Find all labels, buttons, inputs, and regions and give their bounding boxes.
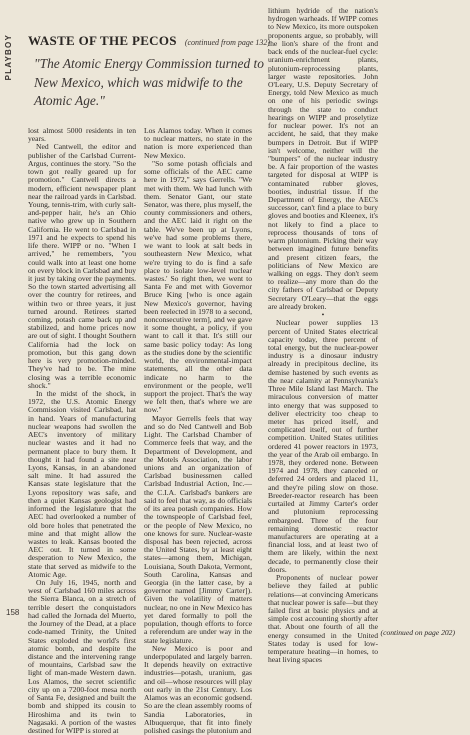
paragraph: lithium hydride of the nation's hydrogen warheads. If WIPP comes to New Mexico, its more outspoken proponents argue, so probably, will the lion's share of the front and back ends of the nuclear-fuel cycle: uranium-enrichment plants, plutonium-reprocessing plants, larger waste repositories. John O'Leary, U.S. Deputy Secretary of Energy, told New Mexico as much on one of his periodic swings through the state to conduct hearings on WIPP and proselytize for nuclear power. It's not an accident, he said, that they make bumpers in Detroit. But if WIPP isn't welcome, neither will the "bumpers" of the nuclear industry be. A fair proportion of the wastes targeted for disposal at WIPP is contaminated rubber gloves, booties, industrial tissue. If the Department of Energy, the AEC's successor, can't find a place to bury gloves and booties and Kleenex, it's not likely to find a place to reprocess thousands of tons of warm plutonium. Picking their way between imagined future benefits and present citizen fears, the politicians of New Mexico are walking on eggs. They don't seem to realize—any more than do the city fathers of Carlsbad or Deputy Secretary O'Leary—that the eggs are already broken. [268,6,378,311]
text-column-2 [144,126,252,735]
paragraph: New Mexico is poor and underpopulated and largely barren. It depends heavily on extractive industries—potash, uranium, gas and oil—whose resources will play out early in the 21st Century. Los Alamos was an economic godsend. So are the clean assembly rooms of Sandia Laboratories, in Albuquerque, that fit into finely polished casings the plutonium and [144,643,252,735]
continued-from-note: (continued from page 132) [184,38,271,47]
continued-on-note: (continued on page 202) [380,628,455,637]
paragraph: Mayor Gerrells feels that way and so do Ned Cantwell and Bob Light. The Carlsbad Chamber of Commerce feels that way, and the Department of Development, and the Motels Association, the labor unions and an organization of Carlsbad businessmen called Carlsbad Industrial Action, Inc.—the C.I.A. Carlsbad's bankers are said to feel that way, as do officials of its area potash companies. How the townspeople of Carlsbad feel, or the people of New Mexico, no one knows for sure. Nuclear-waste disposal has been rejected, across the United States, by at least eight states—among them, Michigan, Louisiana, South Dakota, Vermont, South Carolina, Kansas and Georgia (in the latter case, by a governor named [Jimmy Carter]). Given the volatility of matters nuclear, no one in New Mexico has yet dared formally to poll the population, though efforts to force a referendum are under way in the state legislature. [144,413,252,645]
paragraph: "So some potash officials and some officials of the AEC came here in 1972," says Gerrells. "We met with them. We had lunch with them. Senator Gant, our state Senator, was there, plus myself, the county commissioners and others, and the AEC laid it right on the table. We've been up at Lyons, we've had some problems there, we want to look at salt beds in southeastern New Mexico, what we're trying to do is find a safe place to isolate low-level nuclear wastes.' So right then, we went to Santa Fe and met with Governor Bruce King [who is once again New Mexico's governor, having been reelected in 1978 to a second, nonconsecutive term], and we gave it some thought, a policy, if you want to call it that. It's still our same basic policy today: As long as the studies done by the scientific world, the environmental-impact statements, all the other data indicate no harm to the environment or the people, we'll support the project. That's the way we felt then, that's where we are now." [144,158,252,415]
pull-quote: "The Atomic Energy Commission turned to New Mexico, which was midwife to the Atomic Age." [34,56,264,108]
text-column-1 [28,126,136,735]
article-header [28,33,460,49]
page-number: 158 [6,608,20,617]
paragraph: Ned Cantwell, the editor and publisher of the Carlsbad Current-Argus, continues the story. "So the town got really geared up for promotion." Cantwell directs a modern, efficient newspaper plant near the railroad yards in Carlsbad. Young, tennis-trim, with curly salt-and-pepper hair, he's an Ohio native who grew up in Southern California. He went to Carlsbad in 1971 and he expects to spend his life there. WIPP or no. "When I arrived," he remembers, "you could walk into at least one home on every block in Carlsbad and buy it just by taking over the payments. So the town started advertising all over the country for retirees, and within two or three years, it just turned around. Retirees started coming, potash came back up and stabilized, and home prices now are out of sight. I thought Southern California had the lock on promotion, but this gang down here is very promotion-minded. They've had to be. The mine closing was a terrible economic shock." [28,142,136,390]
paragraph: In the midst of the shock, in 1972, the U.S. Atomic Energy Commission visited Carlsbad, hat in hand. Years of manufacturing nuclear weapons had swollen the AEC's inventory of military nuclear wastes and it had no permanent place to bury them. It thought it had found a site near Lyons, Kansas, in an abandoned salt mine. It had assured the Kansas state legislature that the Lyons repository was safe, and then a quiet Kansas geologist had informed the legislature that the AEC had overlooked a number of old bore holes that penetrated the mine and that might allow the wastes to leak. Kansas booted the AEC out. It turned in some desperation to New Mexico, the state that served as midwife to the Atomic Age. [28,389,136,579]
paragraph: Nuclear power supplies 13 percent of United States electrical capacity today, three percent of total energy, but the nuclear-power industry is a dinosaur industry already in precipitous decline, its demise hastened by such events as the near calamity at Pennsylvania's Three Mile Island last March. The miraculous conversion of matter into energy that was supposed to deliver electricity too cheap to meter has priced itself, and complicated itself, out of further competition. United States utilities ordered 41 power reactors in 1973, the year of the Arab oil embargo. In 1978, they ordered none. Between 1974 and 1978, they canceled or deferred 24 orders and placed 11, and they're piling slow on those. Breeder-reactor research has been curtailed at Jimmy Carter's order and plutonium reprocessing embargoed. Three of the four remaining domestic reactor manufacturers are operating at a financial loss, and at least two of them are likely, within the next decade, to permanently close their doors. [268,318,378,574]
paragraph: Proponents of nuclear power believe they failed at public relations—at convincing Americans that nuclear power is safe—but they failed first at basic physics and at simple cost accounting shortly after that. About one fourth of all the energy consumed in the United States today is used for low-temperature heating—in homes, to heat living spaces [268,573,378,665]
magazine-running-head: PLAYBOY [4,34,13,81]
paragraph: lost almost 5000 residents in ten years. [28,126,136,144]
paragraph: Los Alamos today. When it comes to nuclear matters, no state in the nation is more experienced than New Mexico. [144,126,252,160]
article-title: WASTE OF THE PECOS [28,33,177,48]
paragraph: On July 16, 1945, north and west of Carlsbad 160 miles across the Sierra Blanca, on a stretch of terrible desert the conquistadors had called the Jornada del Muerto, the Journey of the Dead, at a place code-named Trinity, the United States exploded the world's first atomic bomb, and despite the distance and the intervening range of mountains, Carlsbad saw the light of man-made Western dawn. Los Alamos, the secret scientific city up on a 7200-foot mesa north of Santa Fe, designed and built the bomb and shipped its cousin to Hiroshima and its twin to Nagasaki. A portion of the wastes destined for WIPP is stored at [28,578,136,735]
section-break-bullet: • [321,310,325,320]
text-column-3 [268,6,378,665]
